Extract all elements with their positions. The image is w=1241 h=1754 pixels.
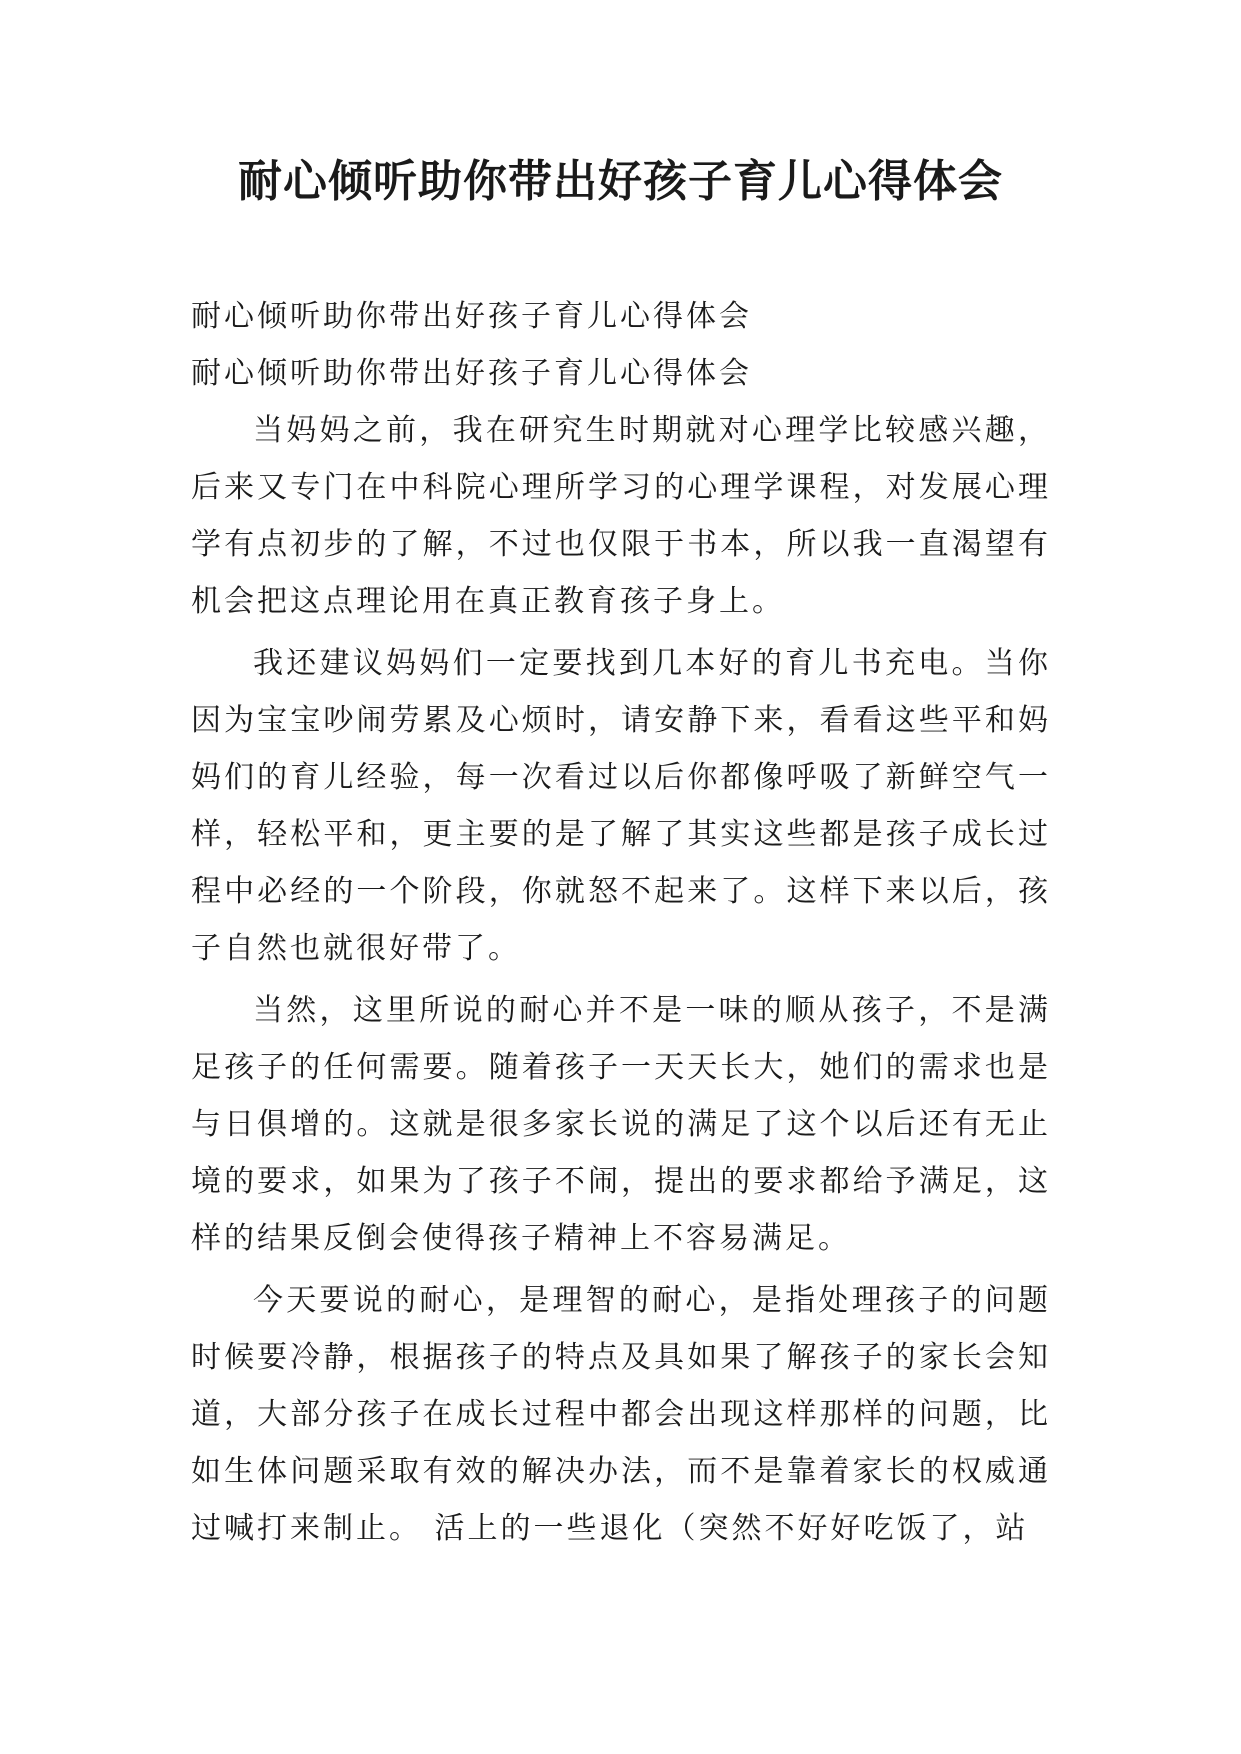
paragraph: 当然，这里所说的耐心并不是一味的顺从孩子，不是满足孩子的任何需要。随着孩子一天天长大，她们的需求也是与日俱增的。这就是很多家长说的满足了这个以后还有无止境的要求，如果为了孩子不闹，提出的要求都给予满足，这样的结果反倒会使得孩子精神上不容易满足。 xyxy=(191,993,1051,1256)
subtitle-line: 耐心倾听助你带出好孩子育儿心得体会 xyxy=(191,299,752,334)
subtitle-line: 耐心倾听助你带出好孩子育儿心得体会 xyxy=(191,356,752,391)
paragraph: 我还建议妈妈们一定要找到几本好的育儿书充电。当你因为宝宝吵闹劳累及心烦时，请安静下来，看看这些平和妈妈们的育儿经验，每一次看过以后你都像呼吸了新鲜空气一样，轻松平和，更主要的是了解了其实这些都是孩子成长过程中必经的一个阶段，你就怒不起来了。这样下来以后，孩子自然也就很好带了。 xyxy=(191,646,1051,966)
document-title: 耐心倾听助你带出好孩子育儿心得体会 xyxy=(238,156,1003,207)
paragraph: 今天要说的耐心，是理智的耐心，是指处理孩子的问题时候要冷静，根据孩子的特点及具如果了解孩子的家长会知道，大部分孩子在成长过程中都会出现这样那样的问题，比如生体问题采取有效的解决办法，而不是靠着家长的权威通过喊打来制止。 活上的一些退化（突然不好好吃饭了，站 xyxy=(191,1283,1051,1546)
paragraph: 当妈妈之前，我在研究生时期就对心理学比较感兴趣，后来又专门在中科院心理所学习的心理学课程，对发展心理学有点初步的了解，不过也仅限于书本，所以我一直渴望有机会把这点理论用在真正教育孩子身上。 xyxy=(191,413,1051,619)
document-body xyxy=(191,288,1051,1562)
